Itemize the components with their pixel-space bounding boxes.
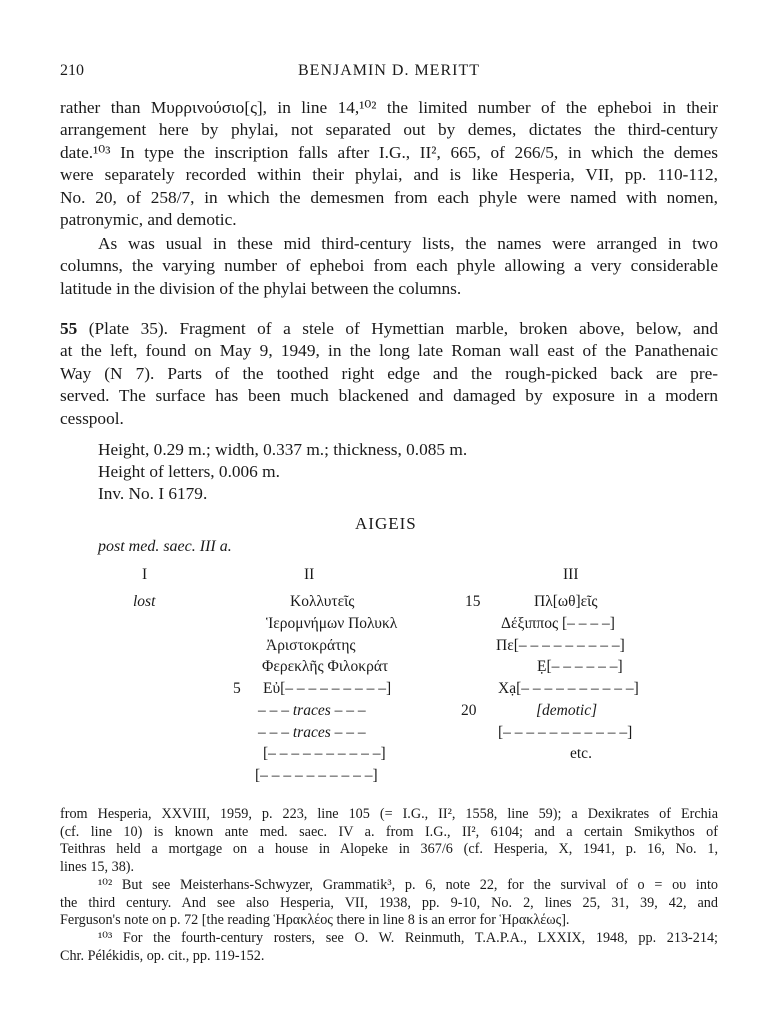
footnote-line: the third century. And see also Hesperia, VII, 1938, pp. 9-10, No. 2, lines 25, 31, 39, 42, and: [60, 894, 718, 911]
text-line: Way (N 7). Parts of the toothed right edge and the rough-picked back are pre-: [60, 363, 718, 383]
text-line: date.¹⁰³ In type the inscription falls after I.G., II², 665, of 266/5, in which the demes: [60, 142, 718, 162]
col2-line: – – – traces – – –: [258, 724, 366, 741]
text-line: arrangement here by phylai, not separated out by demes, dictates the third-century: [60, 120, 718, 140]
col3-line: [– – – – – – – – – – –]: [498, 724, 633, 741]
intro-paragraph: [60, 97, 718, 231]
text-line: at the left, found on May 9, 1949, in the long late Roman wall east of the Panathenaic: [60, 341, 718, 361]
text-line: As was usual in these mid third-century lists, the names were arranged in two: [98, 234, 718, 253]
footnote-line: lines 15, 38).: [60, 858, 135, 875]
running-head: BENJAMIN D. MERITT: [298, 62, 480, 79]
inventory-number: Inv. No. I 6179.: [98, 484, 208, 503]
text-line: columns, the varying number of epheboi from each phyle allowing a very considerable: [60, 256, 718, 276]
col2-line: Κολλυτεῖς: [290, 593, 355, 610]
col3-line: etc.: [570, 745, 592, 762]
text-line: 55 (Plate 35). Fragment of a stele of Hymettian marble, broken above, below, and: [60, 319, 718, 338]
entry-number: 55: [60, 319, 78, 338]
col3-line: [demotic]: [536, 702, 598, 719]
col3-line-number: 15: [465, 593, 481, 610]
text-line: patronymic, and demotic.: [60, 210, 237, 230]
inscription-title: AIGEIS: [355, 514, 417, 533]
col3-line: Δέξιππος [– – – –]: [501, 615, 615, 632]
footnote-line: ¹⁰³ For the fourth-century rosters, see O. W. Reinmuth, T.A.P.A., LXXIX, 1948, pp. 213-214;: [98, 930, 718, 946]
text-line: were separately recorded within their phylai, and is like Hesperia, VII, pp. 110-112,: [60, 165, 718, 185]
col3-line: Χạ[– – – – – – – – – –]: [498, 680, 639, 697]
col3-line: Πε[– – – – – – – – –]: [496, 637, 625, 654]
footnote-line: (cf. line 10) is known ante med. saec. IV a. from I.G., II², 6104; and a certain Smikythos of: [60, 823, 718, 840]
footnote-line: ¹⁰² But see Meisterhans-Schwyzer, Grammatik³, p. 6, note 22, for the survival of ο = ου into: [98, 877, 718, 893]
col2-line: [– – – – – – – – – –]: [263, 745, 386, 762]
page-number: 210: [60, 62, 84, 79]
column-header-2: II: [304, 566, 315, 583]
col3-line-number: 20: [461, 702, 477, 719]
col2-line-number: 5: [233, 680, 241, 697]
dimensions: Height, 0.29 m.; width, 0.337 m.; thickness, 0.085 m.: [98, 440, 468, 459]
col2-line: Ἀριστοκράτης: [266, 637, 356, 654]
text-line: latitude in the division of the phylai between the columns.: [60, 278, 462, 298]
footnote-102: [60, 877, 718, 930]
footnote-line: from Hesperia, XXVIII, 1959, p. 223, line 105 (= I.G., II², 1558, line 59); a Dexikrates of Erchia: [60, 806, 718, 822]
text-line: served. The surface has been much blackened and damaged by exposure in a modern: [60, 386, 718, 406]
footnote-line: Ferguson's note on p. 72 [the reading Ἡρακλέος there in line 8 is an error for Ἡρακλέως].: [60, 912, 570, 929]
column-header-1: I: [142, 566, 148, 583]
col2-line: Ἱερομνήμων Πολυκλ: [266, 615, 398, 632]
entry-paragraph: [60, 318, 718, 430]
column-header-3: III: [563, 566, 579, 583]
letter-height: Height of letters, 0.006 m.: [98, 462, 280, 481]
footnote-103: [60, 930, 718, 965]
col3-line: Πλ[ωθ]εῖς: [534, 593, 598, 610]
footnote-continuation: [60, 806, 718, 876]
col2-line: Φερεκλῆς Φιλοκράτ: [262, 658, 389, 675]
footnote-line: Teithras held a mortgage on a house in Alopeke in 367/6 (cf. Hesperia, X, 1941, p. 16, No. 1,: [60, 841, 718, 858]
col2-line: Εὐ[– – – – – – – – –]: [263, 680, 392, 697]
col1-lost: lost: [133, 593, 156, 610]
col2-line: [– – – – – – – – – –]: [255, 767, 378, 784]
text-line: No. 20, of 258/7, in which the demesmen from each phyle were named with nomen,: [60, 187, 718, 207]
text-line: cesspool.: [60, 408, 124, 428]
text-line: rather than Μυρρινούσιο[ς], in line 14,¹⁰² the limited number of the epheboi in their: [60, 98, 718, 117]
second-paragraph: [60, 233, 718, 300]
col2-line: – – – traces – – –: [258, 702, 366, 719]
footnote-line: Chr. Pélékidis, op. cit., pp. 119-152.: [60, 947, 265, 964]
inscription-date: post med. saec. III a.: [98, 538, 232, 555]
col3-line: Ẹ[– – – – – –]: [537, 658, 623, 675]
